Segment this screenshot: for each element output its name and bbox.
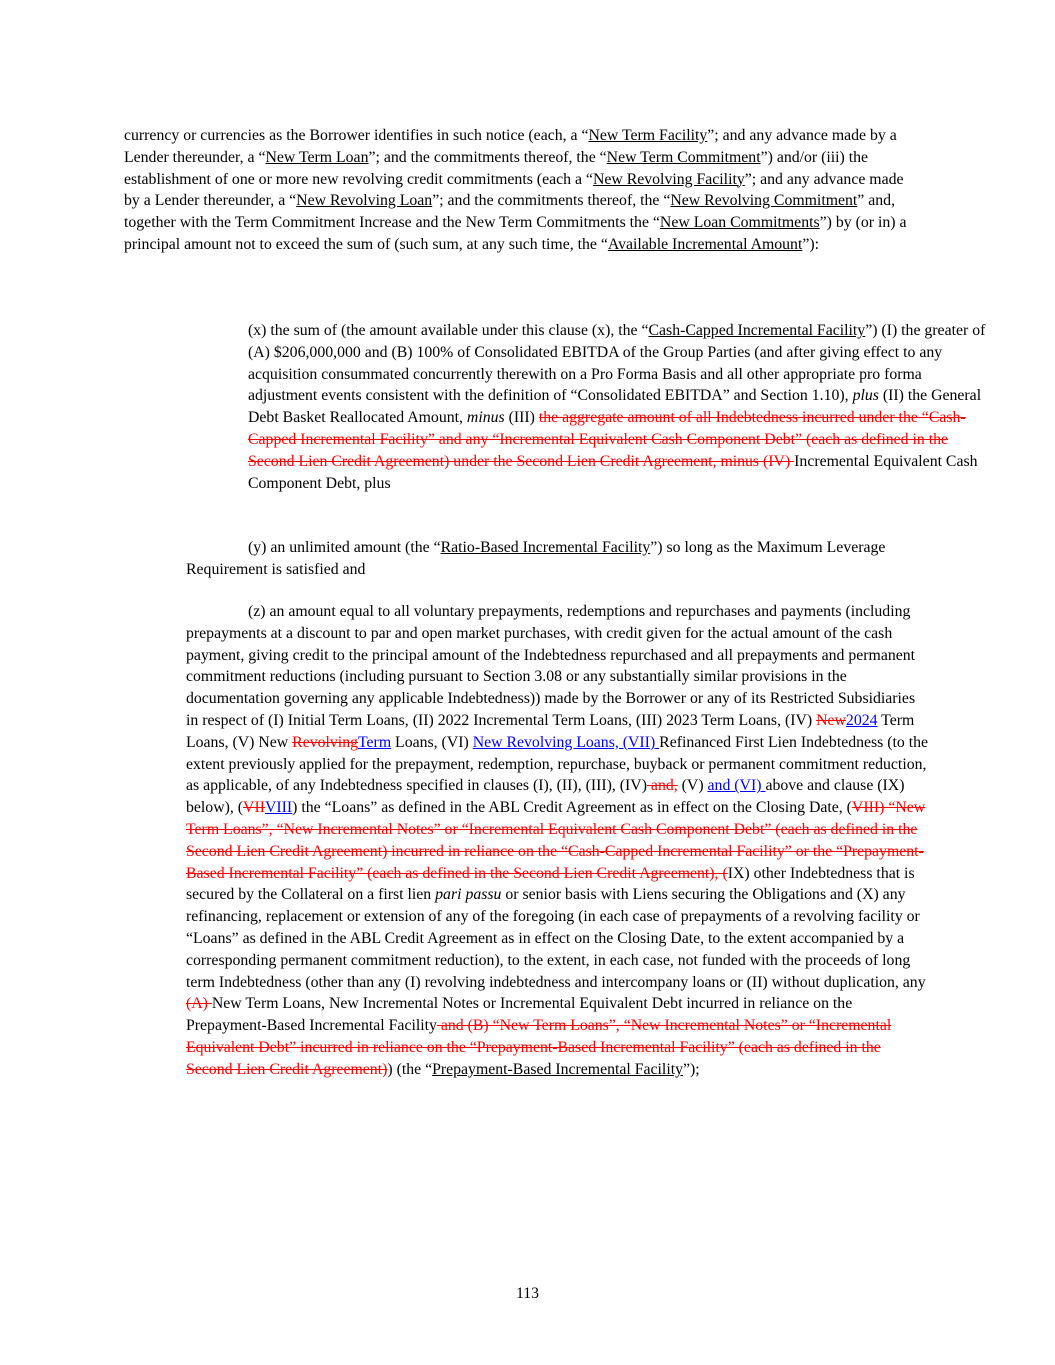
deleted-text: VII — [243, 799, 265, 817]
text-run: (y) an unlimited amount (the “ — [248, 539, 441, 556]
text-run: or senior basis with Liens securing the Obligations and (X) any refinancing, replacement or extension of any of the foregoing (in each case of prepayments of a revolving facility or “Loans” as defined in the ABL Credit Agreement as in effect on the Closing Date, to the extent accompanied by a corresponding permanent commitment reduction), to the extent, in each case, not funded with the proceeds of long term Indebtedness (other than any (I) revolving indebtedness and intercompany loans or (II) without duplication, any — [186, 886, 926, 991]
defined-term: New Loan Commitments — [659, 214, 820, 232]
text-run: IX) other Indebtedness that is secured by the Collateral on a first lien — [186, 864, 915, 904]
text-run: ”; and any advance made by a Lender thereunder, a “ — [124, 170, 904, 210]
inserted-text: VIII — [264, 799, 293, 817]
defined-term: Ratio-Based Incremental Facility — [440, 539, 651, 556]
defined-term: New Term Facility — [588, 127, 708, 144]
italic-term: plus — [852, 387, 879, 405]
deleted-text: (A) — [186, 995, 212, 1013]
defined-term: New Term Commitment — [606, 148, 761, 166]
text-run: ”; and the commitments thereof, the “ — [432, 192, 671, 210]
text-run: Refinanced First Lien Indebtedness (to the extent previously applied for the prepayment, redemption, repurchase, buyback or permanent commitment reduction, as applicable, of any Indebtedness specified in clauses (I), (II), (III), (IV) — [186, 733, 929, 795]
defined-term: Prepayment-Based Incremental Facility — [432, 1060, 684, 1078]
text-run: (II) the General Debt Basket Reallocated Amount, — [248, 387, 982, 427]
text-run: (III) — [504, 409, 539, 427]
page-number: 113 — [515, 1285, 540, 1302]
text-run: ) the “Loans” as defined in the ABL Credit Agreement as in effect on the Closing Date, ( — [292, 799, 852, 817]
text-run: ”) (I) the greater of (A) $206,000,000 and (B) 100% of Consolidated EBITDA of the Group Parties (and after giving effect to any acquisition consummated concurrently therewith on a Pro Forma Basis and all other appropriate pro forma adjustment events consistent with the definition of “Consolidated EBITDA” and Section 1.10), — [248, 322, 986, 405]
text-run: Term Loans, (V) New — [186, 711, 915, 751]
deleted-text: and (B) “New Term Loans”, “New Incremental Notes” or “Incremental Equivalent Debt” incurred in reliance on the “Prepayment-Based Incremental Facility” (each as defined in the Second Lien Credit Agreement) — [186, 1017, 892, 1078]
text-run: (V) — [677, 777, 708, 795]
text-run: ”) by (or in) a principal amount not to exceed the sum of (such sum, at any such time, the “ — [124, 214, 907, 253]
deleted-text: , — [673, 777, 678, 795]
defined-term: New Revolving Facility — [592, 170, 745, 188]
inserted-text: Term — [358, 733, 392, 751]
deleted-text: the aggregate amount of all Indebtedness incurred under the “Cash-Capped Incremental Facility” and any “Incremental Equivalent Cash Component Debt” (each as defined in the Second Lien Credit Agreement) under the Second Lien Credit Agreement, minus (IV) — [248, 409, 966, 470]
inserted-text: New Revolving Loans, (VII) — [472, 733, 660, 751]
text-run: currency or currencies as the Borrower identifies in such notice (each, a “ — [124, 127, 589, 144]
text-run: New Term Loans, New Incremental Notes or Incremental Equivalent Debt incurred in reliance on the Prepayment-Based Incremental Facility — [186, 995, 853, 1035]
clause-x-paragraph — [186, 320, 993, 494]
defined-term: Cash-Capped Incremental Facility — [648, 322, 866, 339]
defined-term: New Revolving Commitment — [670, 192, 858, 210]
text-run: above and clause (IX) below), ( — [186, 777, 905, 817]
text-run: ) (the “ — [387, 1060, 433, 1078]
defined-term: New Revolving Loan — [296, 192, 433, 210]
deleted-text: VIII) “New Term Loans”, “New Incremental Notes” or “Incremental Equivalent Cash Component Debt” (each as defined in the Second Lien Credit Agreement) incurred in reliance on the “Cash-Capped Incremental Facility” or the “Prepayment-Based Incremental Facility” (each as defined in the Second Lien Credit Agreement), ( — [186, 799, 926, 882]
text-run: ”; and any advance made by a Lender thereunder, a “ — [124, 127, 897, 166]
text-run: ”): — [802, 235, 820, 253]
text-run: ”; and the commitments thereof, the “ — [368, 148, 607, 166]
deleted-text: New — [816, 711, 846, 729]
deleted-text: and — [646, 777, 674, 795]
text-run: ”) and/or (iii) the establishment of one or more new revolving credit commitments (each a “ — [124, 148, 869, 188]
defined-term: New Term Loan — [265, 148, 369, 166]
text-run: ”); — [683, 1060, 700, 1078]
clause-z-paragraph — [186, 601, 931, 1081]
inserted-text: and (VI) — [707, 777, 766, 795]
text-run: ”) so long as the Maximum Leverage Requirement is satisfied and — [186, 539, 886, 578]
italic-term: pari passu — [435, 886, 502, 904]
text-run: (x) the sum of (the amount available under this clause (x), the “ — [248, 322, 649, 339]
deleted-text: Revolving — [292, 733, 358, 751]
text-run: (z) an amount equal to all voluntary prepayments, redemptions and repurchases and payments (including prepayments at a discount to par and open market purchases, with credit given for the actual amount of the cash payment, giving credit to the principal amount of the Indebtedness repurchased and all prepayments and permanent commitment reductions (including pursuant to Section 3.08 or any substantially similar provisions in the documentation governing any applicable Indebtedness)) made by the Borrower or any of its Restricted Subsidiaries in respect of (I) Initial Term Loans, (II) 2022 Incremental Term Loans, (III) 2023 Term Loans, (IV) — [186, 603, 916, 729]
text-run: ” and, together with the Term Commitment Increase and the New Term Commitments the “ — [124, 192, 896, 232]
inserted-text: 2024 — [845, 711, 878, 729]
clause-y-paragraph — [186, 537, 931, 581]
italic-term: minus — [466, 409, 505, 427]
defined-term: Available Incremental Amount — [607, 235, 803, 253]
text-run: Loans, (VI) — [391, 733, 473, 751]
text-run: Incremental Equivalent Cash Component Debt, plus — [248, 452, 978, 492]
intro-paragraph — [124, 125, 914, 256]
